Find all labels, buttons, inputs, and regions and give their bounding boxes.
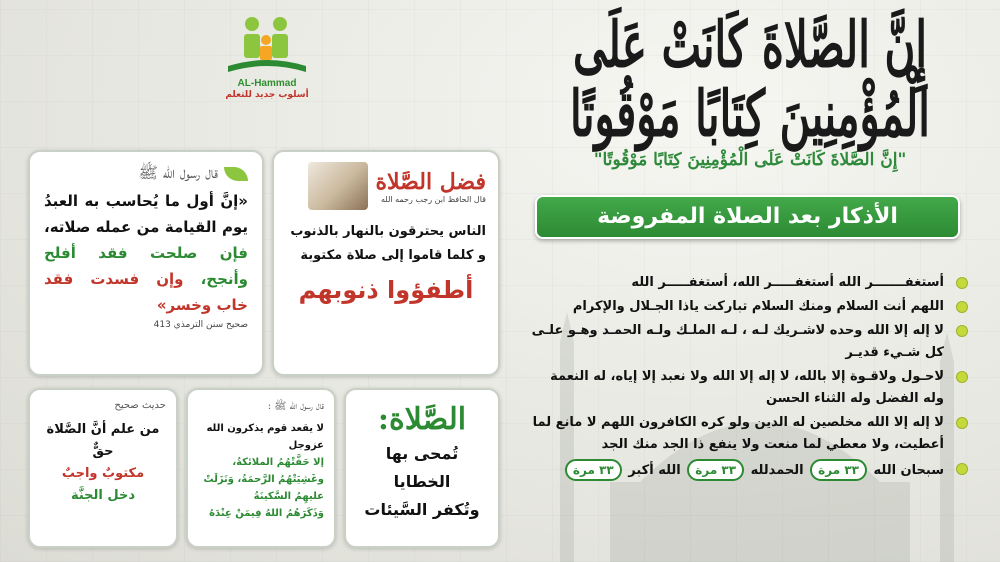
fadl-title: فضل الصَّلاة <box>375 168 486 195</box>
logo-family-icon <box>222 14 312 76</box>
hadith-heading: قال رسول الله ﷺ <box>44 162 248 184</box>
dhikr-item <box>528 412 968 456</box>
headline-subtitle: "إِنَّ الصَّلاةَ كَانَتْ عَلَى الْمُؤْمِنِينَ كِتَابًا مَوْقُوتًا" <box>593 150 907 170</box>
card-hadith-jannah <box>28 388 178 548</box>
dhikr-item <box>528 272 968 294</box>
count-badge: ٣٣ مرة <box>565 459 622 481</box>
bullet-icon <box>956 371 968 383</box>
count-badge: ٣٣ مرة <box>810 459 867 481</box>
dhikr-item <box>528 366 968 410</box>
dhikr-item <box>528 296 968 318</box>
bullet-icon <box>956 325 968 337</box>
qawm-heading: قال رسول الله ﷺ : <box>267 401 324 412</box>
hadith-source: صحيح سنن الترمذي 413 <box>153 320 248 330</box>
card-hadith-dhikr-gathering <box>186 388 336 548</box>
fadl-header <box>286 162 486 210</box>
fadl-text: الناس يحترقون بالنهار بالذنوب و كلما قاموا إلى صلاة مكتوبة <box>290 224 486 263</box>
dhikr-text: لاحـول ولاقـوة إلا بالله، لا إله إلا الله ولا نعبد إلا إياه، له النعمة وله الفضل وله الثناء الحسن <box>550 369 944 406</box>
fadl-title-block <box>376 169 486 204</box>
hadith-text: «إنَّ أول ما يُحاسب به العبدُ يوم القيامة من عمله صلاته، فإن صلحت فقد أفلح وأنجح، وإن فسدت فقد خاب وخسر» <box>44 192 248 314</box>
qawm-text: لا يقعد قوم يذكرون الله عزوجل إلا حَفَّتْهُمُ الملائكةُ، وغَشِيَتْهُمُ الرَّحمَةُ، وَنَزَلَتْ عليهِمُ السَّكينَةُ وَذَكَرَهُمُ اللهُ فِيمَنْ عِنْدَهُ <box>203 423 324 519</box>
logo-name: AL-Hammad <box>237 78 297 89</box>
adhkar-list <box>528 272 968 484</box>
bullet-icon <box>956 417 968 429</box>
card-salah-virtue <box>344 388 500 548</box>
salah-line-2: وتُكفر السَّيئات <box>364 500 480 519</box>
salah-line-1: تُمحى بها الخطايا <box>385 444 459 491</box>
bullet-icon <box>956 301 968 313</box>
fadl-highlight: أطفؤوا ذنوبهم <box>298 276 474 304</box>
praying-hands-image <box>308 162 368 210</box>
dhikr-text: اللهم أنت السلام ومنك السلام تباركت ياذا الجـلال والإكرام <box>572 299 944 314</box>
dhikr-text: لا إله إلا الله مخلصين له الدين ولو كره الكافرون اللهم لا مانع لما أعطيت، ولا معطي لما منعت ولا ينفع ذا الجد منك الجد <box>532 415 944 452</box>
bullet-icon <box>956 463 968 475</box>
dhikr-text: لا إله إلا الله وحده لاشـريك لـه ، لـه الملـك ولـه الحمـد وهـو علـى كل شـيء قديـر <box>531 323 944 360</box>
leaf-icon <box>224 167 248 181</box>
headline-calligraphy: إِنَّ الصَّلاةَ كَانَتْ عَلَى الْمُؤْمِنِينَ كِتَابًا مَوْقُوتًا <box>570 7 930 151</box>
logo <box>212 14 322 100</box>
tasbeeh-subhan: سبحان الله <box>873 463 944 478</box>
tasbeeh-row <box>528 458 968 484</box>
card-hadith-first-account <box>28 150 264 376</box>
adhkar-banner: الأذكار بعد الصلاة المفروضة <box>535 195 960 239</box>
jannah-text: من علم أنَّ الصَّلاة حقٌّ مكتوبٌ واجبٌ دخل الجنَّة <box>46 422 160 503</box>
dhikr-item <box>528 320 968 364</box>
jannah-heading: حديث صحيح <box>114 400 166 411</box>
count-badge: ٣٣ مرة <box>687 459 744 481</box>
tasbeeh-hamd: الحمدلله <box>750 463 804 478</box>
dhikr-text: أستغفـــــــر الله أستغفـــــر الله، أستغفـــــر الله <box>631 275 944 290</box>
bullet-icon <box>956 277 968 289</box>
logo-tagline: أسلوب جديد للتعلم <box>225 90 309 100</box>
card-fadl-salah <box>272 150 500 376</box>
tasbeeh-akbar: الله أكبر <box>628 463 681 478</box>
fadl-author: قال الحافظ ابن رجب رحمه الله <box>381 194 486 204</box>
salah-title: الصَّلاة: <box>377 402 467 437</box>
